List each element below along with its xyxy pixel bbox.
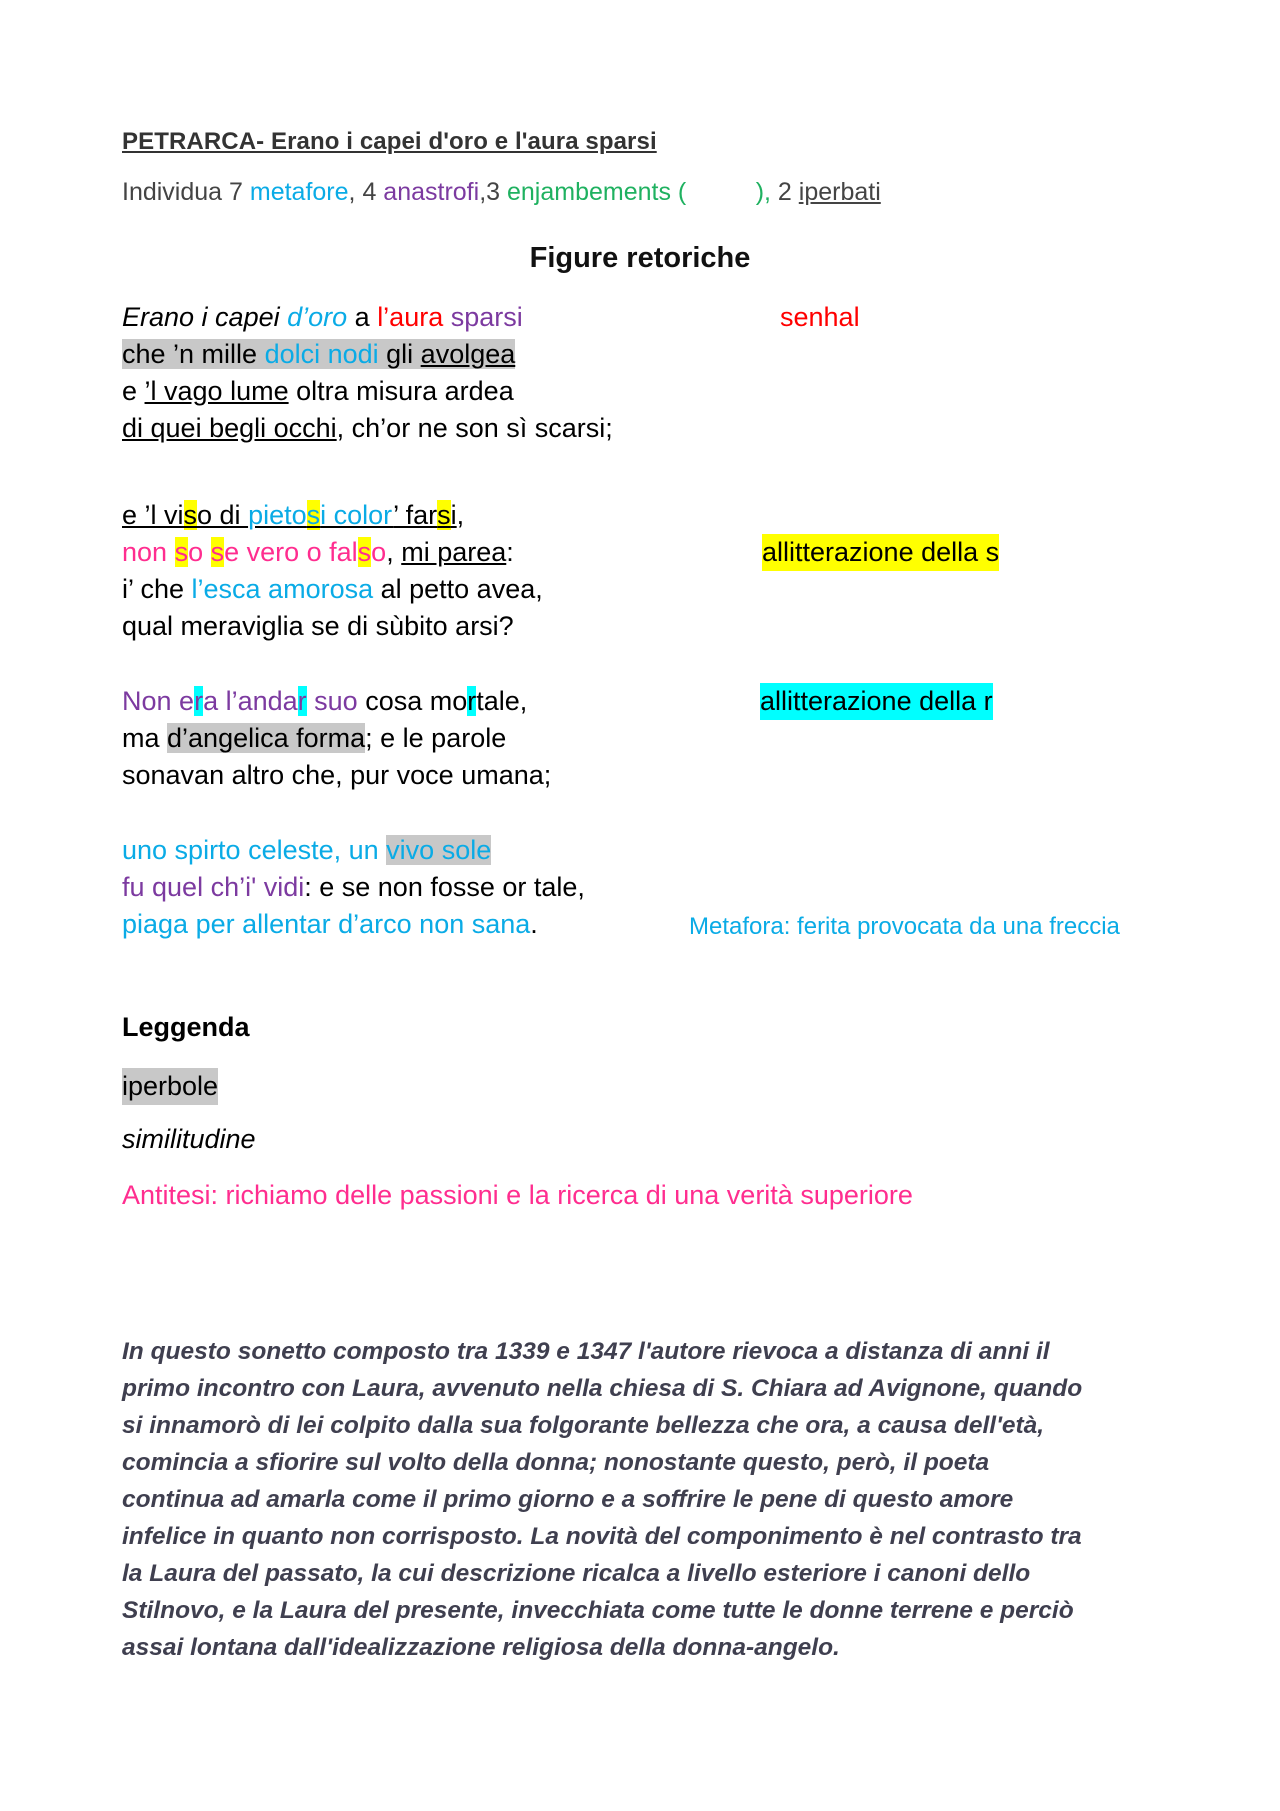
verse-line [122, 299, 613, 336]
antitesi-text: e vero o fal [224, 537, 358, 567]
anastrofe-text: Non e [122, 686, 195, 716]
anastrofe-text: a l’anda [203, 686, 298, 716]
verse-text [443, 302, 451, 332]
iperbole-highlight [122, 339, 515, 369]
legend-iperbole: iperbole [122, 1068, 218, 1105]
alliterazione-r: r [194, 686, 204, 716]
verse-line [122, 571, 543, 608]
verse-text: ; e le parole [365, 723, 507, 753]
verse-text: oltra misura ardea [288, 376, 514, 406]
iperbato-text: ’l vago lume [144, 376, 289, 406]
note-alliterazione-r: allitterazione della r [760, 683, 993, 720]
anastrofe-text: sparsi [450, 302, 523, 332]
summary-line: primo incontro con Laura, avvenuto nella chiesa di S. Chiara ad Avignone, quando [122, 1375, 1083, 1402]
stanza-2 [122, 497, 543, 645]
legend-antitesi: Antitesi: richiamo delle passioni e la ricerca di una verità superiore [122, 1180, 913, 1210]
verse-line [122, 869, 585, 906]
legend-title: Leggenda [122, 1012, 250, 1042]
verse-text: qual meraviglia se di sùbito arsi? [122, 611, 514, 641]
iperbole-highlight: d’angelica forma [167, 723, 366, 753]
verse-text: i’ che [122, 574, 192, 604]
summary-line: la Laura del passato, la cui descrizione ricalca a livello esteriore i canoni dello [122, 1560, 1031, 1587]
verse-text: al petto avea, [373, 574, 543, 604]
antitesi-text: o [371, 537, 387, 567]
summary-line: In questo sonetto composto tra 1339 e 1347 l'autore rievoca a distanza di anni il [122, 1338, 1050, 1365]
verse-text: i [450, 500, 457, 530]
alliterazione-s: s [174, 537, 189, 567]
iperbato-text: avolgea [420, 339, 516, 369]
instructions-sep2: ,3 [479, 178, 507, 206]
verse-text: che ’n mille [122, 339, 265, 369]
alliterazione-s: s [183, 500, 198, 530]
summary-line: si innamorò di lei colpito dalla sua folgorante bellezza che ora, a causa dell'età, [122, 1412, 1045, 1439]
verse-text: , [456, 500, 465, 530]
alliterazione-r: r [297, 686, 307, 716]
verse-text: : [506, 537, 514, 567]
alliterazione-r: r [467, 686, 477, 716]
verse-text: , [386, 537, 402, 567]
instructions-enjambements: enjambements ( [506, 178, 687, 206]
verse-text: tale, [476, 686, 528, 716]
instructions-close: ), [755, 178, 778, 206]
antitesi-text: o [188, 537, 211, 567]
verse-text: o di [197, 500, 249, 530]
iperbole-highlight: vivo sole [386, 835, 492, 865]
verse-line [122, 373, 613, 410]
summary-line: infelice in quanto non corrisposto. La novità del componimento è nel contrasto tra [122, 1523, 1082, 1550]
instructions-anastrofi: anastrofi [383, 178, 480, 206]
instructions-gap [686, 178, 755, 206]
verse-line [122, 832, 585, 869]
verse-text: e ’l vi [122, 500, 184, 530]
verse-line [122, 720, 551, 757]
instructions-line [122, 178, 881, 207]
verse-line [122, 410, 613, 447]
stanza-4 [122, 832, 585, 943]
instructions-sep1: , 4 [348, 178, 384, 206]
verse-text: gli [378, 339, 421, 369]
iperbato-text: mi parea [401, 537, 507, 567]
verse-line [122, 757, 551, 794]
summary-line: continua ad amarla come il primo giorno e a soffrire le pene di questo amore [122, 1486, 1014, 1513]
summary-line: assai lontana dall'idealizzazione religiosa della donna-angelo. [122, 1634, 840, 1661]
metafora-text: d’oro [287, 302, 348, 332]
anastrofe-text: suo [306, 686, 358, 716]
stanza-1 [122, 299, 613, 447]
verse-text: cosa mo [357, 686, 468, 716]
legend-similitudine: similitudine [122, 1124, 256, 1154]
note-metafora: Metafora: ferita provocata da una freccia [689, 913, 1120, 940]
alliterazione-s: s [437, 500, 451, 530]
instructions-prefix: Individua 7 [122, 178, 250, 206]
iperbato-text: di quei begli occhi [122, 413, 337, 443]
metafora-text: piaga per allentar d’arco non sana [122, 909, 531, 939]
instructions-iperbati: iperbati [798, 178, 881, 206]
verse-text: sonavan altro che, pur voce umana; [122, 760, 552, 790]
alliterazione-s: s [306, 500, 321, 530]
verse-text: , ch’or ne son sì scarsi; [336, 413, 613, 443]
instructions-iperbati-count: 2 [777, 178, 799, 206]
verse-text: e [122, 376, 145, 406]
metafora-text: pieto [248, 500, 307, 530]
stanza-3 [122, 683, 551, 794]
summary-line: comincia a sfiorire sul volto della donna; nonostante questo, però, il poeta [122, 1449, 990, 1476]
summary-line: Stilnovo, e la Laura del presente, invecchiata come tutte le donne terrene e perciò [122, 1597, 1074, 1624]
verse-text: ’ far [393, 500, 438, 530]
senhal-text: l’aura [377, 302, 444, 332]
iperbato-group [122, 500, 457, 530]
section-title: Figure retoriche [529, 242, 751, 274]
document-title: PETRARCA- Erano i capei d'oro e l'aura sparsi [122, 128, 657, 155]
verse-line [122, 497, 543, 534]
verse-text: : e se non fosse or tale, [304, 872, 585, 902]
summary-paragraph [122, 1333, 1172, 1666]
verse-text: Erano i capei [122, 302, 288, 332]
verse-text: a [347, 302, 378, 332]
alliterazione-s: s [210, 537, 225, 567]
antitesi-text: non [122, 537, 175, 567]
verse-line [122, 336, 613, 373]
note-senhal: senhal [780, 302, 860, 332]
verse-text: . [530, 909, 538, 939]
instructions-metafore: metafore [249, 178, 349, 206]
verse-line [122, 683, 551, 720]
note-alliterazione-s: allitterazione della s [762, 534, 999, 571]
verse-line [122, 608, 543, 645]
verse-line [122, 906, 585, 943]
metafora-text: dolci nodi [264, 339, 379, 369]
metafora-text: i color [320, 500, 394, 530]
metafora-text: uno spirto celeste, un [122, 835, 387, 865]
metafora-text: l’esca amorosa [191, 574, 374, 604]
verse-text: ma [122, 723, 168, 753]
alliterazione-s: s [357, 537, 372, 567]
verse-line [122, 534, 543, 571]
anastrofe-text: fu quel ch’i' vidi [122, 872, 305, 902]
